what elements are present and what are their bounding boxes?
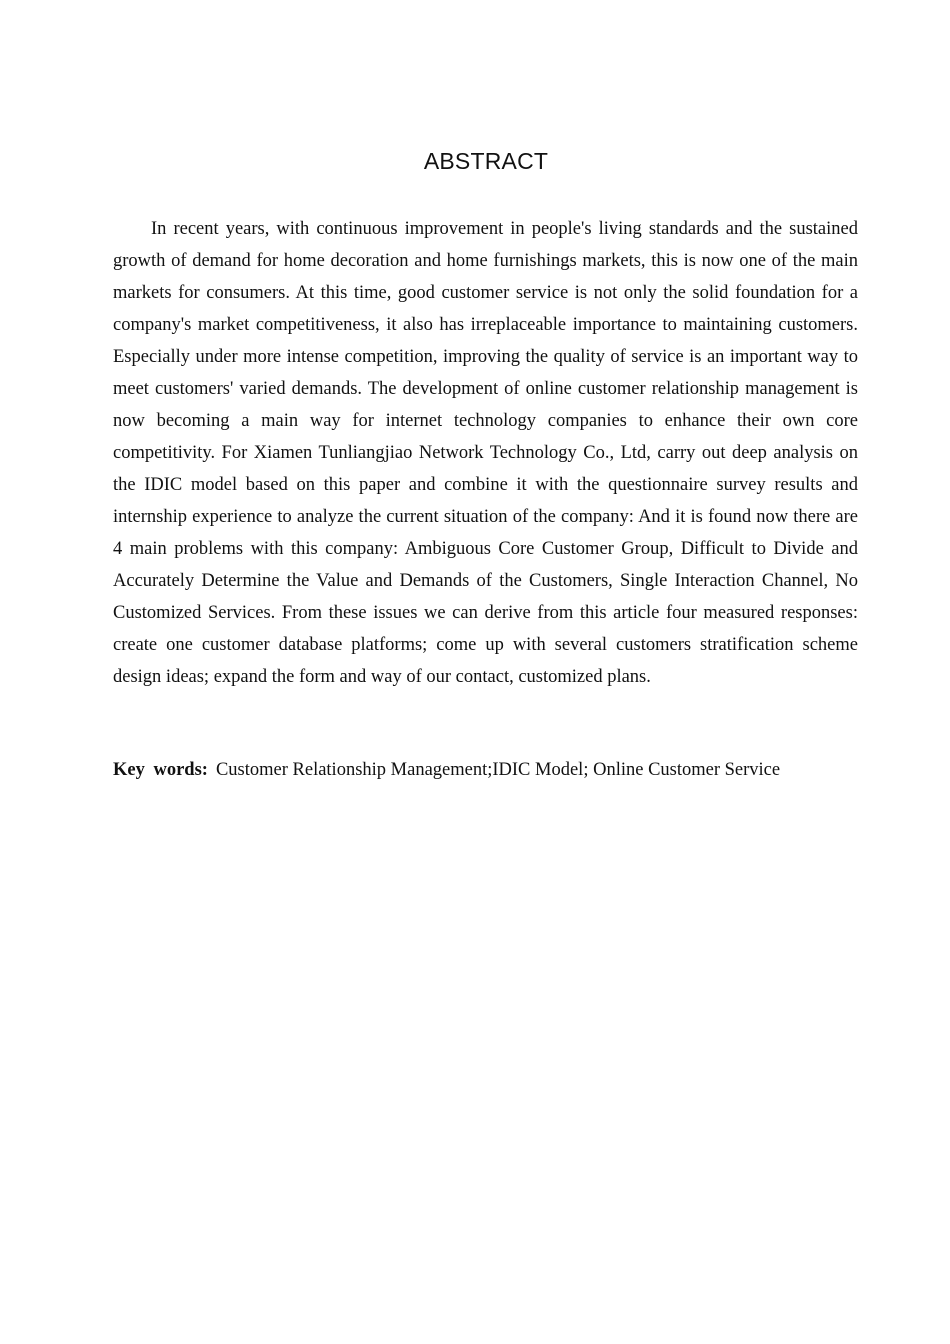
keywords-text: Customer Relationship Management;IDIC Model; Online Customer Service (215, 760, 781, 780)
keywords-line (113, 756, 873, 784)
abstract-body-paragraph: In recent years, with continuous improvement in people's living standards and the sustained growth of demand for home decoration and home furnishings markets, this is now one of the main markets for consumers. At this time, good customer service is not only the solid foundation for a company's market competitiveness, it also has irreplaceable importance to maintaining customers. Especially under more intense competition, improving the quality of service is an important way to meet customers' varied demands. The development of online customer relationship management is now becoming a main way for internet technology companies to enhance their own core competitivity. For Xiamen Tunliangjiao Network Technology Co., Ltd, carry out deep analysis on the IDIC model based on this paper and combine it with the questionnaire survey results and internship experience to analyze the current situation of the company: And it is found now there are 4 main problems with this company: Ambiguous Core Customer Group, Difficult to Divide and Accurately Determine the Value and Demands of the Customers, Single Interaction Channel, No Customized Services. From these issues we can derive from this article four measured responses: create one customer database platforms; come up with several customers stratification scheme design ideas; expand the form and way of our contact, customized plans. (113, 219, 858, 687)
abstract-title: ABSTRACT (423, 148, 549, 174)
keywords-label: Key words: (113, 760, 208, 780)
